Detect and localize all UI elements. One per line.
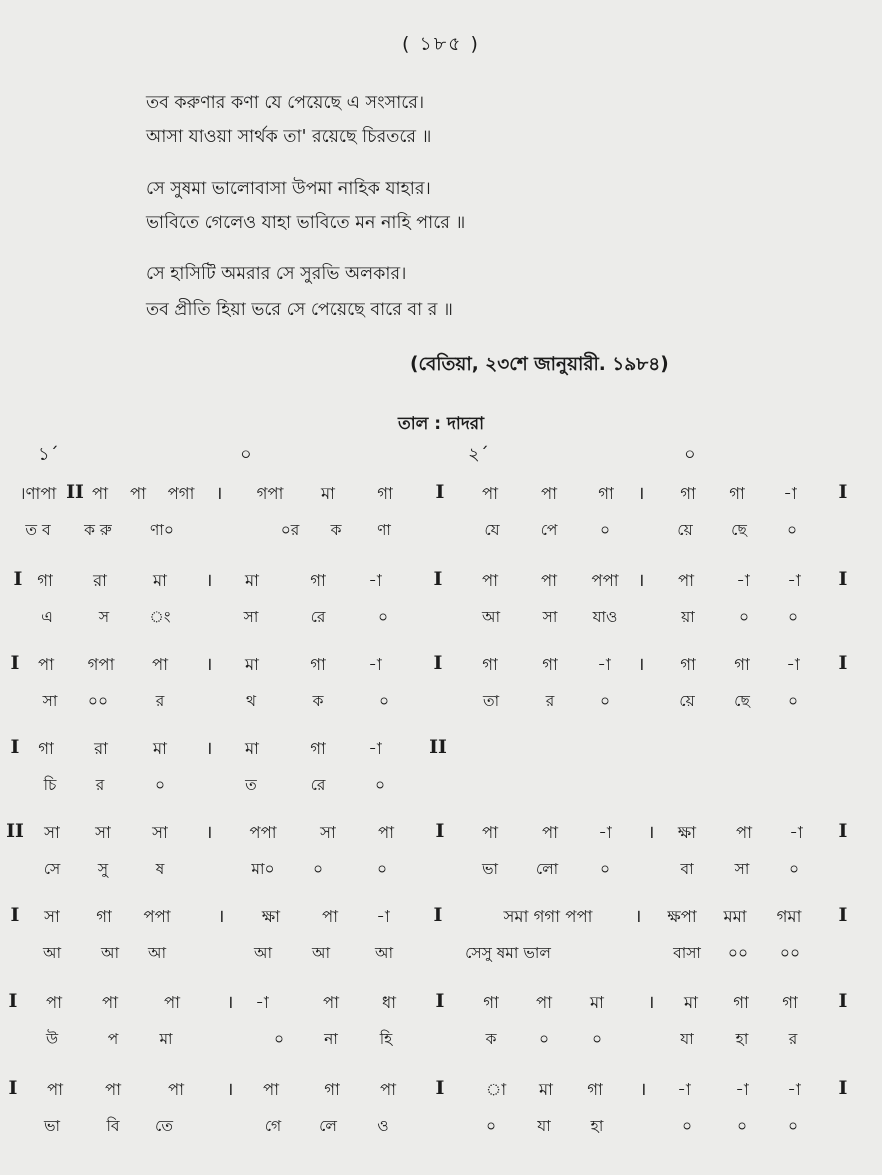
lyric-syllable: ণা — [377, 521, 391, 539]
lyric-syllable: আ — [253, 944, 273, 962]
bar-line: । — [647, 822, 655, 843]
lyric-syllable: ক — [485, 1030, 497, 1048]
swara-note: -া — [597, 655, 611, 674]
taal-mark: ০ — [684, 444, 696, 465]
verse-line: আসা যাওয়া সার্থক তা' রয়েছে চিরতরে ॥ — [146, 127, 432, 147]
bar-line: II — [429, 736, 447, 758]
bar-line: I — [433, 904, 443, 926]
lyric-syllable: য়ে — [677, 521, 693, 539]
swara-note: গা — [310, 571, 326, 590]
swara-note: সা — [44, 823, 60, 842]
bar-line: । — [634, 906, 642, 927]
swara-note: পপা — [249, 823, 277, 842]
lyric-syllable: ০ — [376, 860, 388, 878]
lyric-syllable: ০ — [787, 1117, 799, 1135]
lyric-syllable: ০ — [374, 776, 386, 794]
lyric-syllable: ছে — [734, 692, 750, 710]
swara-note: গপা — [87, 655, 115, 674]
notation-lyric-row — [0, 518, 882, 552]
swara-note: মা — [153, 571, 167, 590]
notation-swara-row — [0, 568, 882, 602]
lyric-syllable: লো — [535, 860, 559, 878]
lyric-syllable: ০র — [280, 521, 300, 539]
lyric-syllable: লে — [319, 1117, 337, 1135]
lyric-syllable: ক — [312, 692, 324, 710]
bar-line: । — [637, 570, 645, 591]
taal-mark: ১´ — [38, 444, 59, 465]
swara-note: রা — [94, 739, 108, 758]
swara-note: গমা — [776, 907, 802, 926]
swara-note: পা — [322, 907, 338, 926]
lyric-syllable: আ — [42, 944, 62, 962]
bar-line: I — [435, 1077, 445, 1099]
lyric-syllable: স — [98, 608, 110, 626]
lyric-syllable: উ — [45, 1030, 59, 1048]
notation-swara-row — [0, 820, 882, 854]
bar-line: I — [8, 1077, 18, 1099]
swara-note: গা — [96, 907, 112, 926]
swara-note: -া — [736, 571, 750, 590]
bar-line: । — [226, 992, 234, 1013]
taal-mark: ০ — [240, 444, 252, 465]
swara-note: -া — [368, 571, 382, 590]
bar-line: । — [647, 992, 655, 1013]
swara-note: পা — [263, 1080, 279, 1099]
swara-note: ধা — [381, 993, 397, 1012]
swara-note: গা — [734, 655, 750, 674]
swara-note: গা — [310, 655, 326, 674]
lyric-syllable: ক — [330, 521, 342, 539]
swara-note: -া — [598, 823, 612, 842]
swara-note: পগা — [167, 484, 195, 503]
lyric-syllable: রে — [310, 776, 326, 794]
lyric-syllable: বা — [680, 860, 694, 878]
lyric-syllable: না — [324, 1030, 338, 1048]
swara-note: গা — [483, 993, 499, 1012]
lyric-syllable: র — [155, 692, 165, 710]
notation-swara-row — [0, 652, 882, 686]
notation-lyric-row — [0, 1114, 882, 1148]
swara-note: গা — [733, 993, 749, 1012]
swara-note: মা — [245, 655, 259, 674]
verse-line: তব করুণার কণা যে পেয়েছে এ সংসারে। — [146, 93, 425, 113]
lyric-syllable: তে — [155, 1117, 173, 1135]
swara-note: গা — [680, 484, 696, 503]
lyric-syllable: মা — [159, 1030, 173, 1048]
lyric-syllable: হা — [590, 1117, 604, 1135]
swara-note: মা — [539, 1080, 553, 1099]
swara-note: ক্ষা — [677, 823, 697, 842]
lyric-syllable: ত ব — [25, 521, 51, 539]
lyric-syllable: হি — [379, 1030, 393, 1048]
lyric-syllable: ০ — [154, 776, 166, 794]
bar-line: I — [13, 568, 23, 590]
swara-note: মা — [245, 571, 259, 590]
bar-line: । — [205, 654, 213, 675]
lyric-syllable: র — [788, 1030, 798, 1048]
lyric-syllable: ০ — [738, 608, 750, 626]
lyric-syllable: সু — [97, 860, 109, 878]
swara-note: গা — [729, 484, 745, 503]
bar-line: I — [435, 481, 445, 503]
lyric-syllable: বাসা — [673, 944, 701, 962]
swara-note: -া — [786, 655, 800, 674]
swara-note: পা — [105, 1080, 121, 1099]
swara-note: পা — [542, 823, 558, 842]
notation-swara-row — [0, 736, 882, 770]
swara-note: -া — [368, 739, 382, 758]
lyric-syllable: সে — [43, 860, 61, 878]
swara-note: পা — [92, 484, 108, 503]
swara-note: -া — [376, 907, 390, 926]
notation-swara-row — [0, 1077, 882, 1111]
swara-note: গা — [587, 1080, 603, 1099]
bar-line: II — [66, 481, 84, 503]
bar-line: । — [226, 1079, 234, 1100]
swara-note: পা — [541, 484, 557, 503]
swara-note: -া — [789, 823, 803, 842]
swara-note: পা — [736, 823, 752, 842]
taal-mark: ২´ — [468, 444, 489, 465]
lyric-syllable: যা — [680, 1030, 694, 1048]
swara-note: পা — [482, 484, 498, 503]
swara-note: পা — [482, 571, 498, 590]
swara-note: -া — [677, 1080, 691, 1099]
swara-note: -া — [783, 484, 797, 503]
lyric-syllable: আ — [100, 944, 120, 962]
swara-note: -া — [787, 571, 801, 590]
notation-lyric-row — [0, 941, 882, 975]
swara-note: সা — [320, 823, 336, 842]
lyric-syllable: র — [545, 692, 555, 710]
verse-line: সে সুষমা ভালোবাসা উপমা নাহিক যাহার। — [146, 179, 431, 199]
swara-note: ।ণাপা — [19, 484, 57, 503]
notation-swara-row — [0, 904, 882, 938]
bar-line: I — [10, 736, 20, 758]
lyric-syllable: যে — [484, 521, 500, 539]
lyric-syllable: সেসু ষমা ভাল — [465, 944, 551, 962]
page-number: ( ১৮৫ ) — [402, 33, 480, 55]
verse-line: তব প্রীতি হিয়া ভরে সে পেয়েছে বারে বা র ॥ — [146, 300, 453, 320]
bar-line: । — [205, 570, 213, 591]
swara-note: পা — [541, 571, 557, 590]
bar-line: I — [838, 820, 848, 842]
bar-line: I — [435, 820, 445, 842]
swara-note: সা — [152, 823, 168, 842]
swara-note: গা — [782, 993, 798, 1012]
lyric-syllable: ০ — [591, 1030, 603, 1048]
lyric-syllable: ক রু — [84, 521, 112, 539]
swara-note: মমা — [723, 907, 747, 926]
bar-line: । — [217, 906, 225, 927]
swara-note: পা — [168, 1080, 184, 1099]
lyric-syllable: রে — [310, 608, 326, 626]
swara-note: সমা গগা পপা — [503, 907, 593, 926]
bar-line: । — [637, 483, 645, 504]
swara-note: মা — [153, 739, 167, 758]
lyric-syllable: আ — [481, 608, 501, 626]
lyric-syllable: ০০ — [779, 944, 801, 962]
swara-note: পা — [678, 571, 694, 590]
notation-swara-row — [0, 481, 882, 515]
lyric-syllable: হা — [735, 1030, 749, 1048]
lyric-syllable: ০ — [599, 860, 611, 878]
lyric-syllable: ০ — [599, 692, 611, 710]
lyric-syllable: ০ — [787, 608, 799, 626]
lyric-syllable: প — [107, 1030, 119, 1048]
bar-line: । — [205, 738, 213, 759]
bar-line: I — [838, 568, 848, 590]
swara-note: গা — [680, 655, 696, 674]
lyric-syllable: ০ — [787, 692, 799, 710]
swara-note: গা — [38, 739, 54, 758]
swara-note: মা — [245, 739, 259, 758]
lyric-syllable: ছে — [731, 521, 747, 539]
bar-line: I — [433, 568, 443, 590]
lyric-syllable: আ — [147, 944, 167, 962]
lyric-syllable: চি — [43, 776, 57, 794]
lyric-syllable: সা — [542, 608, 558, 626]
swara-note: গা — [598, 484, 614, 503]
swara-note: -া — [787, 1080, 801, 1099]
swara-note: -া — [735, 1080, 749, 1099]
bar-line: I — [8, 990, 18, 1012]
swara-note: গা — [37, 571, 53, 590]
swara-note: পা — [38, 655, 54, 674]
lyric-syllable: এ — [41, 608, 53, 626]
lyric-syllable: ভা — [43, 1117, 61, 1135]
swara-note: পা — [380, 1080, 396, 1099]
bar-line: I — [10, 652, 20, 674]
lyric-syllable: আ — [311, 944, 331, 962]
notation-swara-row — [0, 990, 882, 1024]
lyric-syllable: ০ — [485, 1117, 497, 1135]
notation-lyric-row — [0, 689, 882, 723]
swara-note: পা — [482, 823, 498, 842]
swara-note: পা — [130, 484, 146, 503]
swara-note: গা — [482, 655, 498, 674]
bar-line: II — [6, 820, 24, 842]
bar-line: । — [639, 1079, 647, 1100]
verse-line: ভাবিতে গেলেও যাহা ভাবিতে মন নাহি পারে ॥ — [146, 213, 466, 233]
lyric-syllable: ০ — [538, 1030, 550, 1048]
lyric-syllable: ০ — [681, 1117, 693, 1135]
lyric-syllable: ০ — [378, 692, 390, 710]
lyric-syllable: পে — [540, 521, 558, 539]
lyric-syllable: ০ — [736, 1117, 748, 1135]
lyric-syllable: যাও — [592, 608, 618, 626]
lyric-syllable: ০০ — [727, 944, 749, 962]
swara-note: গা — [377, 484, 393, 503]
swara-note: ক্ষপা — [667, 907, 697, 926]
lyric-syllable: ষ — [155, 860, 165, 878]
bar-line: । — [215, 483, 223, 504]
lyric-syllable: গে — [264, 1117, 282, 1135]
swara-note: পা — [152, 655, 168, 674]
notation-lyric-row — [0, 605, 882, 639]
lyric-syllable: ০ — [312, 860, 324, 878]
swara-note: গপা — [256, 484, 284, 503]
swara-note: পা — [536, 993, 552, 1012]
lyric-syllable: সা — [42, 692, 58, 710]
swara-note: ক্ষা — [261, 907, 281, 926]
lyric-syllable: র — [95, 776, 105, 794]
swara-note: পা — [47, 1080, 63, 1099]
lyric-syllable: য়া — [681, 608, 695, 626]
notation-lyric-row — [0, 773, 882, 807]
lyric-syllable: ০ — [786, 521, 798, 539]
lyric-syllable: যা — [537, 1117, 551, 1135]
swara-note: -া — [368, 655, 382, 674]
bar-line: I — [10, 904, 20, 926]
swara-note: মা — [684, 993, 698, 1012]
bar-line: I — [435, 990, 445, 1012]
swara-note: মা — [321, 484, 335, 503]
lyric-syllable: সা — [243, 608, 259, 626]
verse-line: সে হাসিটি অমরার সে সুরভি অলকার। — [146, 264, 407, 284]
bar-line: I — [838, 652, 848, 674]
bar-line: । — [637, 654, 645, 675]
lyric-syllable: ং — [149, 608, 171, 626]
lyric-syllable: ০ — [273, 1030, 285, 1048]
bar-line: I — [838, 1077, 848, 1099]
bar-line: । — [205, 822, 213, 843]
notation-lyric-row — [0, 857, 882, 891]
lyric-syllable: ও — [377, 1117, 389, 1135]
taal-heading: তাল : দাদরা — [397, 414, 485, 434]
notation-lyric-row — [0, 1027, 882, 1061]
lyric-syllable: থ — [245, 692, 257, 710]
swara-note: পা — [46, 993, 62, 1012]
bar-line: I — [838, 481, 848, 503]
swara-note: পা — [323, 993, 339, 1012]
lyric-syllable: ০ — [599, 521, 611, 539]
swara-note: গা — [542, 655, 558, 674]
lyric-syllable: আ — [374, 944, 394, 962]
lyric-syllable: ০ — [377, 608, 389, 626]
lyric-syllable: ০০ — [87, 692, 109, 710]
swara-note: সা — [44, 907, 60, 926]
swara-note: গা — [324, 1080, 340, 1099]
lyric-syllable: ত — [245, 776, 257, 794]
swara-note: পপা — [143, 907, 171, 926]
lyric-syllable: ণা০ — [150, 521, 174, 539]
lyric-syllable: য়ে — [679, 692, 695, 710]
swara-note: গা — [310, 739, 326, 758]
swara-note: পা — [102, 993, 118, 1012]
lyric-syllable: তা — [482, 692, 500, 710]
swara-note: -া — [255, 993, 269, 1012]
bar-line: I — [838, 904, 848, 926]
swara-note: পা — [378, 823, 394, 842]
lyric-syllable: মা০ — [251, 860, 275, 878]
bar-line: I — [433, 652, 443, 674]
swara-note: সা — [95, 823, 111, 842]
lyric-syllable: সা — [734, 860, 750, 878]
swara-note: া — [485, 1080, 507, 1099]
date-place-signature: (বেতিয়া, ২৩শে জানুয়ারী. ১৯৮৪) — [410, 354, 669, 375]
swara-note: পপা — [591, 571, 619, 590]
bar-line: I — [838, 990, 848, 1012]
swara-note: রা — [93, 571, 107, 590]
lyric-syllable: ভা — [481, 860, 499, 878]
swara-note: মা — [590, 993, 604, 1012]
lyric-syllable: বি — [106, 1117, 120, 1135]
lyric-syllable: ০ — [788, 860, 800, 878]
swara-note: পা — [164, 993, 180, 1012]
